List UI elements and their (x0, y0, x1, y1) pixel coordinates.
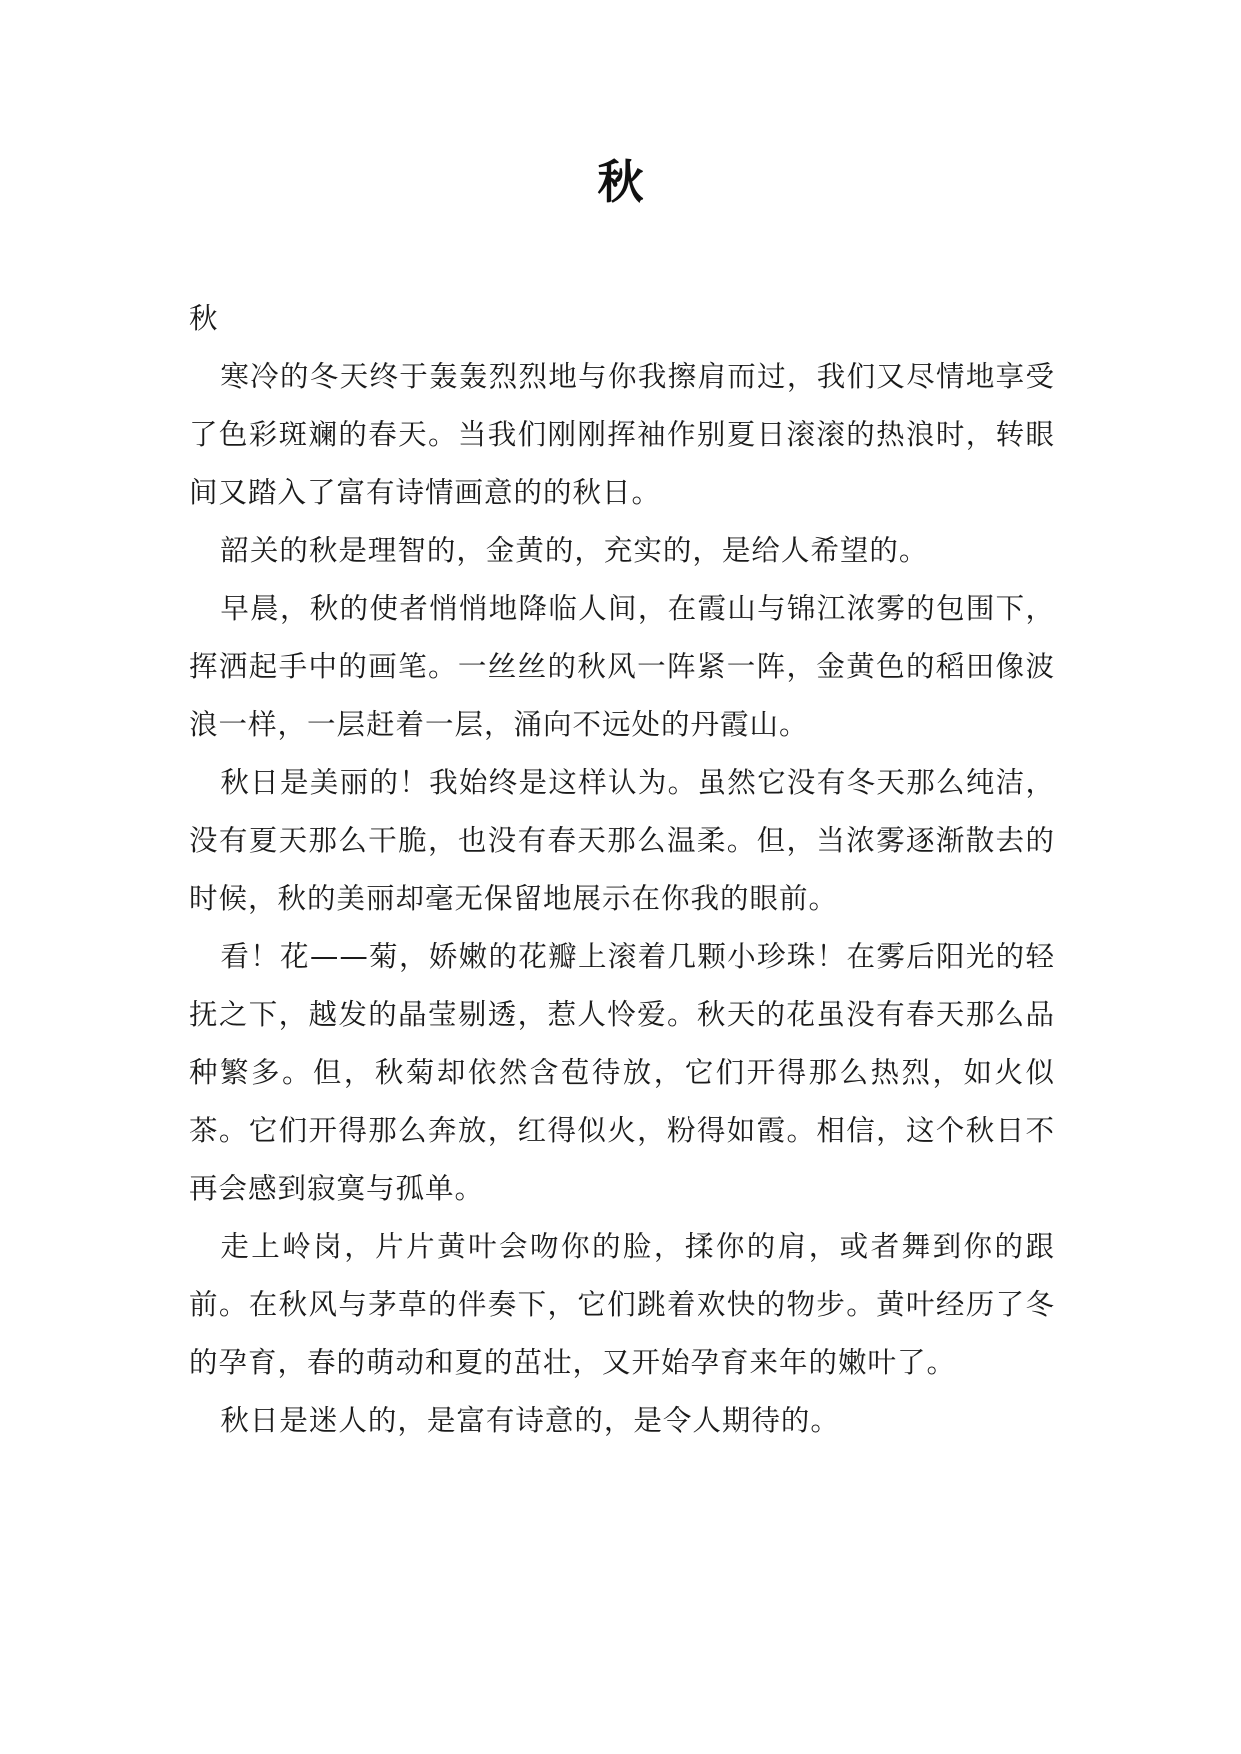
body-paragraph: 秋日是美丽的！我始终是这样认为。虽然它没有冬天那么纯洁，没有夏天那么干脆，也没有春天那么温柔。但，当浓雾逐渐散去的时候，秋的美丽却毫无保留地展示在你我的眼前。 (189, 766, 1055, 915)
subtitle-paragraph: 秋 (189, 302, 219, 335)
body-paragraph: 看！花——菊，娇嫩的花瓣上滚着几颗小珍珠！在雾后阳光的轻抚之下，越发的晶莹剔透，惹人怜爱。秋天的花虽没有春天那么品种繁多。但，秋菊却依然含苞待放，它们开得那么热烈，如火似茶。它们开得那么奔放，红得似火，粉得如霞。相信，这个秋日不再会感到寂寞与孤单。 (189, 940, 1055, 1205)
document-body (189, 290, 1055, 1450)
document-title: 秋 (597, 155, 644, 209)
body-paragraph: 秋日是迷人的，是富有诗意的，是令人期待的。 (220, 1404, 840, 1437)
body-paragraph: 早晨，秋的使者悄悄地降临人间，在霞山与锦江浓雾的包围下，挥洒起手中的画笔。一丝丝的秋风一阵紧一阵，金黄色的稻田像波浪一样，一层赶着一层，涌向不远处的丹霞山。 (189, 592, 1055, 741)
body-paragraph: 走上岭岗，片片黄叶会吻你的脸，揉你的肩，或者舞到你的跟前。在秋风与茅草的伴奏下，它们跳着欢快的物步。黄叶经历了冬的孕育，春的萌动和夏的茁壮，又开始孕育来年的嫩叶了。 (189, 1230, 1055, 1379)
body-paragraph: 韶关的秋是理智的，金黄的，充实的，是给人希望的。 (220, 534, 929, 567)
body-paragraph: 寒冷的冬天终于轰轰烈烈地与你我擦肩而过，我们又尽情地享受了色彩斑斓的春天。当我们刚刚挥袖作别夏日滚滚的热浪时，转眼间又踏入了富有诗情画意的的秋日。 (189, 360, 1055, 509)
